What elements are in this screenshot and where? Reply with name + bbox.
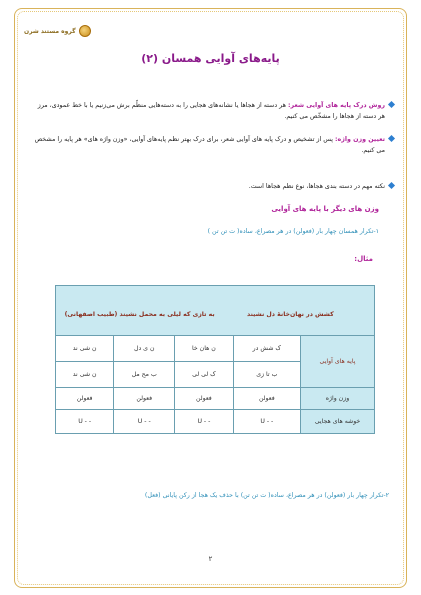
- paragraph-2: [33, 134, 385, 156]
- table-cell: ن هان خا: [175, 336, 233, 362]
- verse-cell: [56, 286, 375, 336]
- sub-heading: وزن های دیگر با پایه های آوایی: [271, 205, 379, 213]
- paragraph-1-label: روش درک پایه های آوایی شعر:: [287, 102, 385, 109]
- table-cell: U - -: [175, 410, 233, 434]
- paragraph-3-text: نکته مهم در دسته بندی هجاها، نوع نظم هجاها است.: [248, 183, 385, 190]
- table-cell: ن شی ند: [56, 362, 114, 388]
- verse-left-hemistich: به تازی که لیلی به محمل نشیند (طبیب اصفهانی): [64, 310, 215, 318]
- table-cell: ن شی ند: [56, 336, 114, 362]
- page-title: پایه‌های آوایی همسان (۲): [141, 52, 280, 65]
- paragraph-3: [33, 181, 385, 192]
- meter-rule-1: ۱-تکرار همسان چهار بار (فعولن) در هر مصراع، ساده( ت تن تن ): [207, 228, 379, 235]
- table-cell: فعولن: [175, 388, 233, 410]
- table-cell: ک لی لی: [175, 362, 233, 388]
- table-cell: فعولن: [233, 388, 300, 410]
- brand-text: گروه مستند شرن: [24, 27, 76, 35]
- table-cell: ک شش در: [233, 336, 300, 362]
- brand-logo-icon: [79, 25, 91, 37]
- table-cell: ب تا زی: [233, 362, 300, 388]
- table-cell: U - -: [114, 410, 175, 434]
- paragraph-2-text: پس از تشخیص و درک پایه های آوایی شعر، برای درک بهتر نظم پایه‌های آوایی، «وزن واژه های» هر پایه را مشخص می کنیم.: [34, 136, 385, 154]
- row-label-khushe: خوشه های هجایی: [301, 410, 375, 434]
- table-cell: U - -: [56, 410, 114, 434]
- page-number: ۲: [208, 555, 213, 563]
- table-cell: ن ی دل: [114, 336, 175, 362]
- table-cell: U - -: [233, 410, 300, 434]
- row-label-feet: پایه های آوایی: [301, 336, 375, 388]
- meter-rule-2: ۲-تکرار چهار بار (فعولن) در هر مصراع، ساده( ت تن تن) با حذف یک هجا از رکن پایانی (فعل): [144, 492, 389, 499]
- brand: [24, 24, 91, 38]
- paragraph-1: [33, 100, 385, 122]
- paragraph-2-label: تعیین وزن واژه:: [335, 136, 385, 143]
- paragraph-1-text: هر دسته از هجاها یا نشانه‌های هجایی را به دسته‌هایی منظّم برش می‌زنیم یا با خط عمودی، مرز هر دسته از هجاها را مشخّص می کنیم.: [37, 102, 385, 120]
- table-cell: فعولن: [56, 388, 114, 410]
- example-label: مثال:: [354, 255, 373, 263]
- verse-right-hemistich: کشش در نهان‌خانهٔ دل نشیند: [247, 310, 334, 318]
- table-cell: فعولن: [114, 388, 175, 410]
- meter-table: [55, 285, 375, 434]
- table-cell: ب مح مل: [114, 362, 175, 388]
- row-label-wazn: وزن واژه: [301, 388, 375, 410]
